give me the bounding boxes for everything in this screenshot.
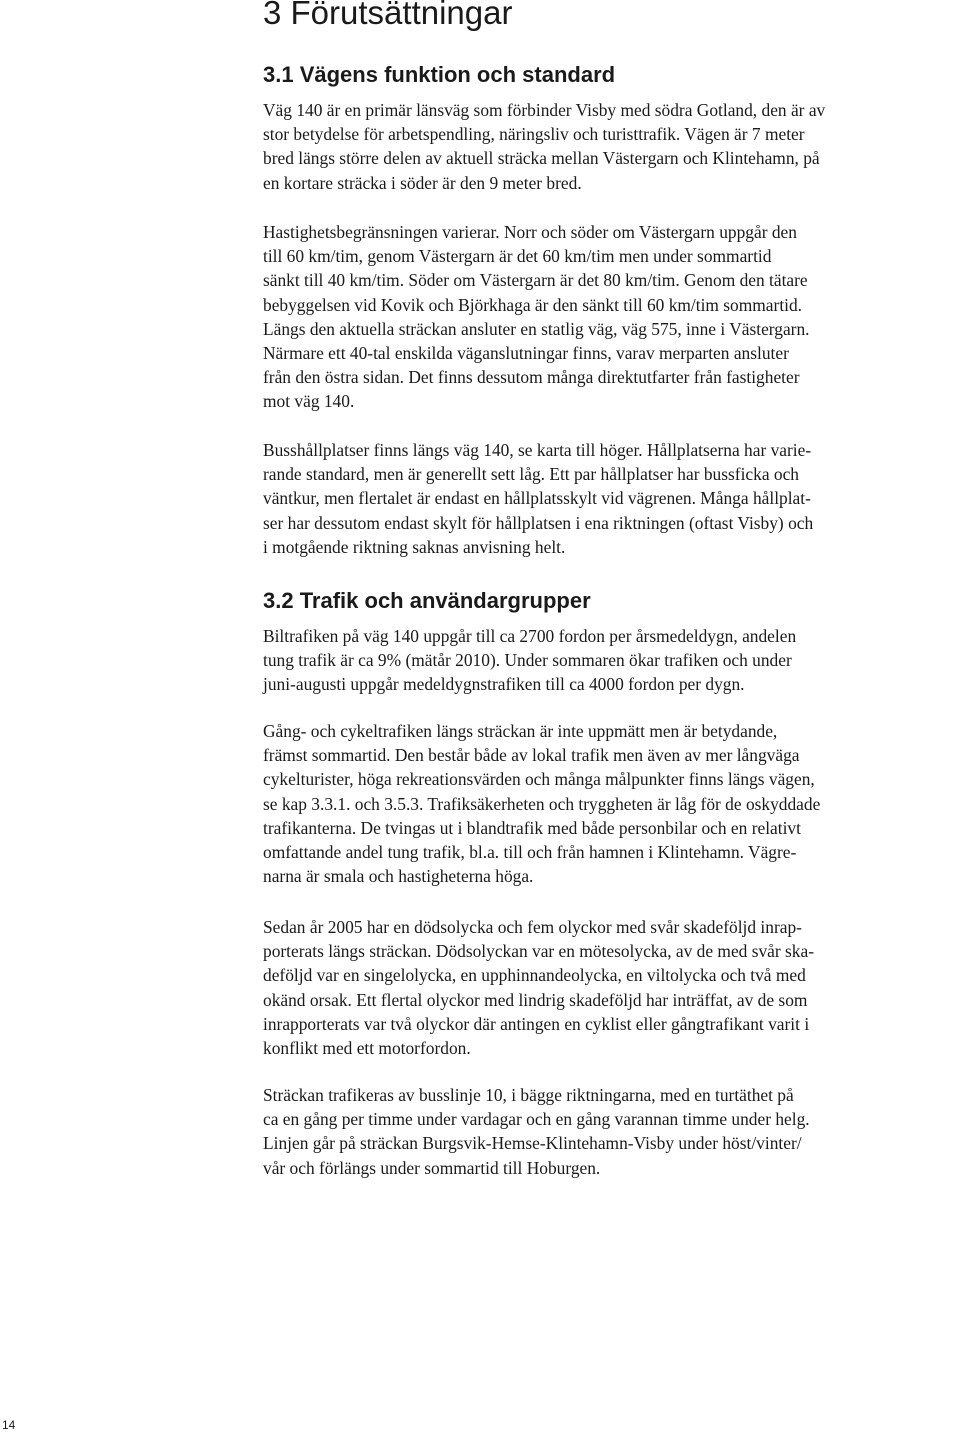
text-line: se kap 3.3.1. och 3.5.3. Trafiksäkerheten och tryggheten är låg för de oskyddade (263, 793, 821, 814)
text-line: i motgående riktning saknas anvisning helt. (263, 536, 566, 557)
paragraph-bus-line (263, 1083, 960, 1180)
text-line: trafikanterna. De tvingas ut i blandtrafik med både personbilar och en relativt (263, 817, 801, 838)
text-line: omfattande andel tung trafik, bl.a. till och från hamnen i Klintehamn. Vägre- (263, 841, 797, 862)
text-line: mot väg 140. (263, 391, 355, 412)
text-line: till 60 km/tim, genom Västergarn är det 60 km/tim men under sommartid (263, 246, 772, 267)
text-line: deföljd var en singelolycka, en upphinnandeolycka, en viltolycka och två med (263, 965, 806, 986)
text-line: ca en gång per timme under vardagar och en gång varannan timme under helg. (263, 1109, 810, 1130)
text-line: en kortare sträcka i söder är den 9 meter bred. (263, 172, 582, 193)
text-line: konflikt med ett motorfordon. (263, 1037, 471, 1058)
chapter-title: 3 Förutsättningar (263, 0, 513, 31)
text-line: vår och förlängs under sommartid till Hoburgen. (263, 1157, 601, 1178)
text-line: främst sommartid. Den består både av lokal trafik men även av mer långväga (263, 745, 800, 766)
text-line: Sedan år 2005 har en dödsolycka och fem olyckor med svår skadeföljd inrap- (263, 917, 802, 937)
text-line: Hastighetsbegränsningen varierar. Norr och söder om Västergarn uppgår den (263, 222, 797, 242)
paragraph-road-function (263, 98, 960, 195)
paragraph-speed-limits (263, 220, 960, 414)
section-heading-3-1: 3.1 Vägens funktion och standard (263, 62, 616, 87)
text-line: Biltrafiken på väg 140 uppgår till ca 2700 fordon per årsmedeldygn, andelen (263, 626, 797, 646)
text-line: rande standard, men är generellt sett låg. Ett par hållplatser har bussficka och (263, 464, 800, 485)
text-line: inrapporterats var två olyckor där antingen en cyklist eller gångtrafikant varit i (263, 1013, 810, 1034)
paragraph-bus-stops (263, 438, 960, 559)
text-line: Längs den aktuella sträckan ansluter en statlig väg, väg 575, inne i Västergarn. (263, 318, 810, 339)
page-number: 14 (2, 1418, 16, 1432)
text-line: Busshållplatser finns längs väg 140, se karta till höger. Hållplatserna har varie- (263, 440, 812, 460)
text-line: Gång- och cykeltrafiken längs sträckan är inte uppmätt men är betydande, (263, 721, 778, 741)
paragraph-pedestrian-cycle-traffic (263, 719, 960, 888)
text-line: narna är smala och hastigheterna höga. (263, 866, 534, 887)
text-line: bred längs större delen av aktuell sträcka mellan Västergarn och Klintehamn, på (263, 148, 820, 169)
text-line: sänkt till 40 km/tim. Söder om Västergarn är det 80 km/tim. Genom den tätare (263, 270, 808, 291)
text-line: från den östra sidan. Det finns dessutom många direktutfarter från fastigheter (263, 367, 800, 388)
paragraph-car-traffic (263, 624, 960, 697)
text-line: Närmare ett 40-tal enskilda väganslutningar finns, varav merparten ansluter (263, 342, 789, 363)
text-line: Linjen går på sträckan Burgsvik-Hemse-Klintehamn-Visby under höst/vinter/ (263, 1133, 802, 1154)
section-heading-3-2: 3.2 Trafik och användargrupper (263, 588, 591, 613)
text-line: Väg 140 är en primär länsväg som förbinder Visby med södra Gotland, den är av (263, 100, 826, 120)
text-line: cykelturister, höga rekreationsvärden och många målpunkter finns längs vägen, (263, 769, 815, 790)
text-line: okänd orsak. Ett flertal olyckor med lindrig skadeföljd har inträffat, av de som (263, 989, 808, 1010)
text-line: ser har dessutom endast skylt för hållplatsen i ena riktningen (oftast Visby) och (263, 512, 814, 533)
text-line: bebyggelsen vid Kovik och Björkhaga är den sänkt till 60 km/tim sommartid. (263, 294, 803, 315)
paragraph-accidents (263, 915, 960, 1060)
text-line: tung trafik är ca 9% (mätår 2010). Under sommaren ökar trafiken och under (263, 650, 792, 671)
text-line: porterats längs sträckan. Dödsolyckan var en mötesolycka, av de med svår ska- (263, 941, 815, 962)
text-line: Sträckan trafikeras av busslinje 10, i bägge riktningarna, med en turtäthet på (263, 1085, 794, 1105)
text-line: juni-augusti uppgår medeldygnstrafiken till ca 4000 fordon per dygn. (263, 674, 745, 695)
text-line: väntkur, men flertalet är endast en hållplatsskylt vid vägrenen. Många hållplat- (263, 488, 811, 509)
text-line: stor betydelse för arbetspendling, näringsliv och turisttrafik. Vägen är 7 meter (263, 124, 805, 145)
